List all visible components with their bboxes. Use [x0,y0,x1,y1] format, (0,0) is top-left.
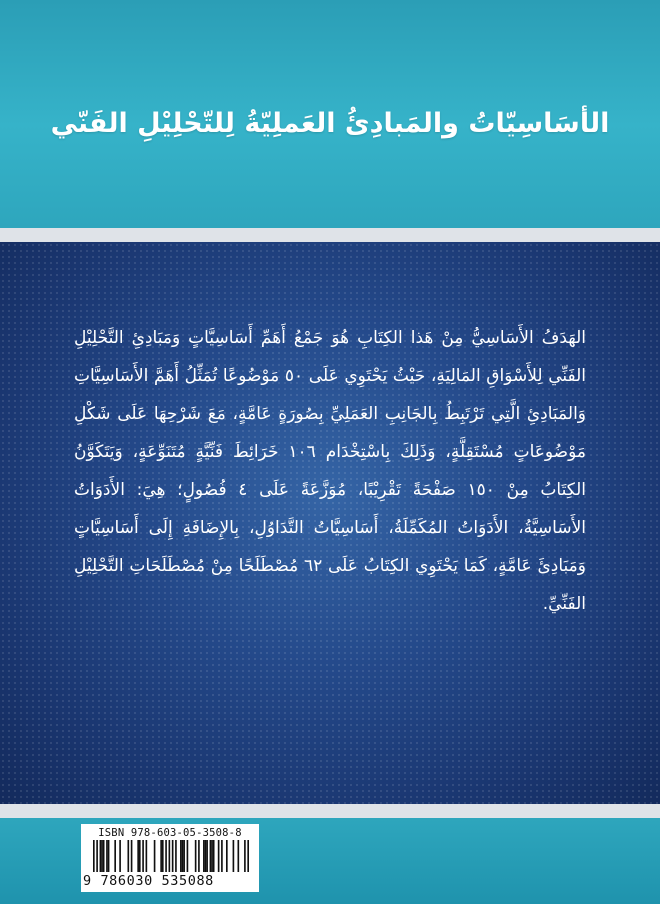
barcode-bar [165,840,167,872]
barcode-bar [211,840,213,872]
barcode-bar [187,840,189,872]
barcode-bar [119,840,121,872]
book-description: الهَدَفُ الأَسَاسِيُّ مِنْ هَذا الكِتَابِ هُوَ جَمْعُ أَهَمِّ أَسَاسِيَّاتٍ وَمَبَادِئِ التَّحْلِيْلِ الفَنِّي لِلأَسْوَاقِ المَالِيَةِ، حَيْثُ يَحْتَوِي عَلَى ٥٠ مَوْضُوعًا تُمَثِّلُ أَهَمَّ الأَسَاسِيَّاتِ وَالمَبَادِئِ الَّتِي تَرْتَبِطُ بِالجَانِبِ العَمَلِيِّ بِصُورَةٍ عَامَّةٍ، مَعَ شَرْحِهَا عَلَى شَكْلِ مَوْضُوعَاتٍ مُسْتَقِلَّةٍ، وَذَلِكَ بِاسْتِخْدَام ١٠٦ خَرَائِطَ فَنِّيَّةٍ مُتَنَوِّعَةٍ، وَيَتَكَوَّنُ الكِتَابُ مِنْ ١٥٠ صَفْحَةً تَقْرِيْبًا، مُوَزَّعَةً عَلَى ٤ فُصُولٍ؛ هِيَ: الأَدَوَاتُ الأَسَاسِيَّةُ، الأَدَوَاتُ المُكَمِّلَةُ، أَسَاسِيَّاتُ التَّدَاوُلِ، بِالإِضَافَةِ إِلَى أَسَاسِيَّاتٍ وَمَبَادِئَ عَامَّةٍ، كَمَا يَحْتَوِي الكِتَابُ عَلَى ٦٢ مُصْطَلَحًا مِنْ مُصْطَلَحَاتِ التَّحْلِيْلِ الفَنِّيِّ. [74,328,586,614]
barcode-bar [169,840,171,872]
barcode-bar [139,840,141,872]
barcode-bar [146,840,148,872]
barcode-bar [131,840,133,872]
barcode-bar [238,840,240,872]
barcode-bar [205,840,207,872]
barcode-bars-icon [93,840,249,872]
barcode-bar [127,840,129,872]
book-title: الأسَاسِيّاتُ والمَبادِئُ العَملِيّةُ لِلتّحْلِيْلِ الفَنّي [50,108,610,139]
bottom-divider-stripe [0,804,660,818]
barcode-bar [182,840,184,872]
barcode-bar [137,840,139,872]
isbn-label: ISBN 978-603-05-3508-8 [98,827,242,839]
barcode-bar [108,840,110,872]
barcode-bar [142,840,144,872]
barcode-bar [247,840,249,872]
ean-digits: 9 786030 535088 [83,873,214,889]
barcode-bar [218,840,220,872]
barcode-bar [203,840,205,872]
barcode-bar [175,840,177,872]
barcode-bar [180,840,182,872]
barcode-bar [106,840,108,872]
barcode-bar [226,840,228,872]
top-divider-stripe [0,228,660,242]
barcode-bar [172,840,174,872]
barcode-bar [210,840,212,872]
barcode-bar [183,840,185,872]
barcode-bar [233,840,235,872]
barcode-bar [101,840,103,872]
barcode-bar [206,840,208,872]
barcode-bar [93,840,95,872]
barcode-bar [162,840,164,872]
isbn-barcode [81,824,259,892]
barcode-bar [195,840,197,872]
barcode-bar [198,840,200,872]
barcode-bar [160,840,162,872]
barcode-bar [103,840,105,872]
barcode-bar [213,840,215,872]
barcode-bar [154,840,156,872]
barcode-bar [114,840,116,872]
barcode-bar [100,840,102,872]
barcode-bar [244,840,246,872]
barcode-bar [96,840,98,872]
barcode-bar [221,840,223,872]
